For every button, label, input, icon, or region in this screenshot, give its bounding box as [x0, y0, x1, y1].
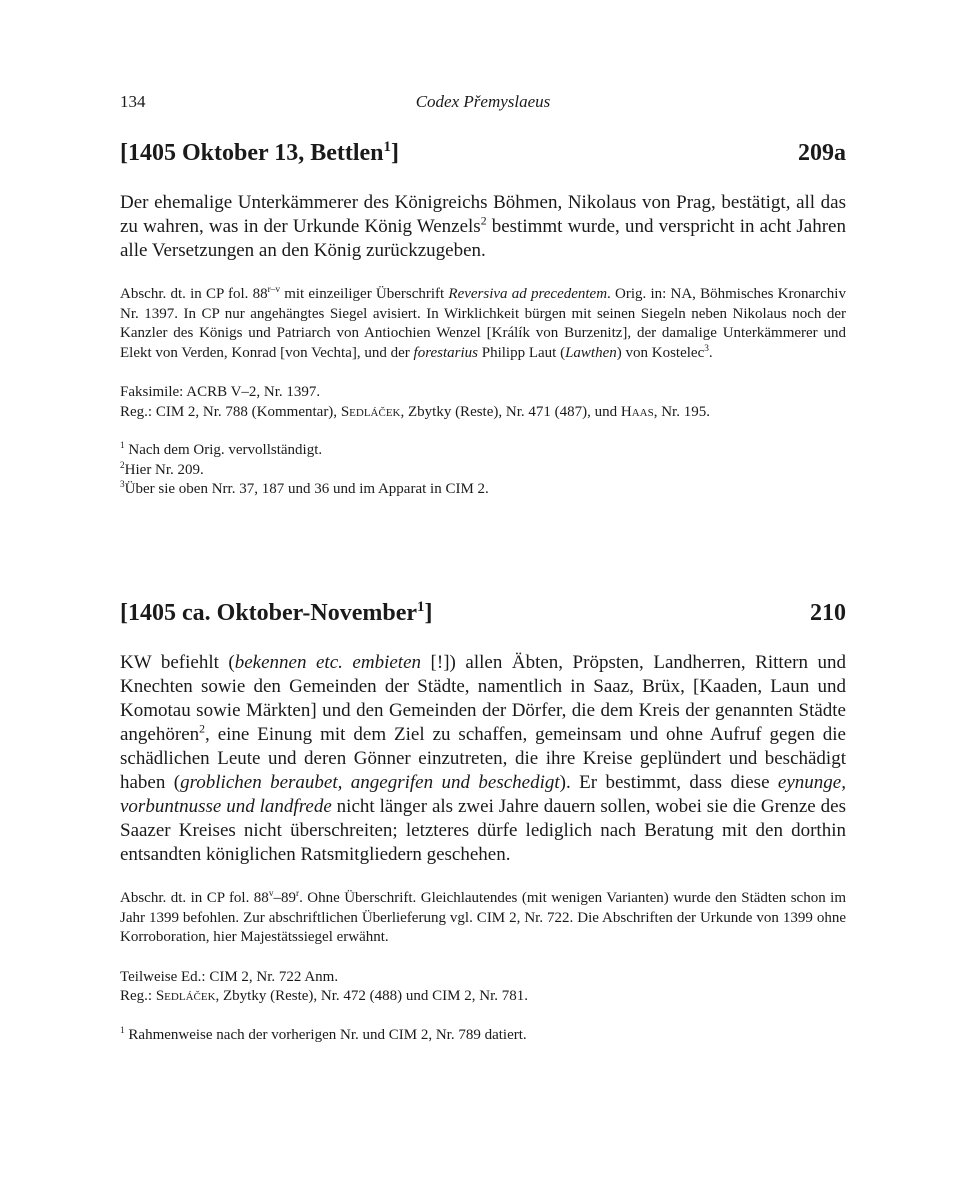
- footnotes: [120, 441, 846, 500]
- running-title: Codex Přemyslaeus: [415, 92, 551, 111]
- page-number: 134: [120, 92, 146, 111]
- entry-title: [1405 ca. Oktober-November$^1$]: [120, 599, 433, 626]
- footnote: $^2$Hier Nr. 209.: [120, 460, 204, 478]
- entry-number: 210: [810, 600, 846, 626]
- entry-209a: [120, 140, 846, 500]
- entry-heading: [120, 140, 846, 174]
- edition-line: Teilweise Ed.: CIM 2, Nr. 722 Anm.: [120, 968, 339, 985]
- entry-title: [1405 Oktober 13, Bettlen$^1$]: [120, 139, 399, 166]
- facsimile-line: Faksimile: ACRB V–2, Nr. 1397.: [120, 384, 321, 400]
- footnotes: [120, 1026, 846, 1046]
- footnote-ref: 1: [417, 599, 425, 615]
- entry-number: 209a: [798, 140, 846, 166]
- entry-210: [120, 600, 846, 1045]
- footnote: $^3$Über sie oben Nrr. 37, 187 und 36 und im Apparat in CIM 2.: [120, 480, 489, 497]
- regest-paragraph: Der ehemalige Unterkämmerer des Königreichs Böhmen, Nikolaus von Prag, bestätigt, all das zu wahren, was in der Urkunde König Wenzels$^2$ bestimmt wurde, und verspricht in acht Jahren alle Versetzungen an den König zurückzugeben.: [120, 192, 846, 261]
- entry-heading: [120, 600, 846, 634]
- regesta-line: Reg.: Sedláček, Zbytky (Reste), Nr. 472 (488) und CIM 2, Nr. 781.: [120, 988, 528, 1004]
- footnote: $^1$ Nach dem Orig. vervollständigt.: [120, 441, 323, 458]
- regesta-line: Reg.: CIM 2, Nr. 788 (Kommentar), Sedláček, Zbytky (Reste), Nr. 471 (487), und Haas, Nr. 195.: [120, 403, 710, 420]
- footnote: $^1$ Rahmenweise nach der vorherigen Nr. und CIM 2, Nr. 789 datiert.: [120, 1025, 527, 1043]
- transmission-note: Abschr. dt. in CP fol. 88$^v$–89$^r$. Ohne Überschrift. Gleichlautendes (mit wenigen Varianten) wurde den Städten schon im Jahr 1399 befohlen. Zur abschriftlichen Überlieferung vgl. CIM 2, Nr. 722. Die Abschriften der Urkunde von 1399 ohne Korroboration, hier Majestätssiegel erwähnt.: [120, 889, 846, 945]
- transmission-note: Abschr. dt. in CP fol. 88$^{r-v}$ mit einzeiliger Überschrift Reversiva ad precedentem. Orig. in: NA, Böhmisches Kronarchiv Nr. 1397. In CP nur angehängtes Siegel avisiert. In Wirklichkeit bürgen mit seinen Siegeln neben Nikolaus noch der Kanzler des Königs und Patriarch von Antiochien Wenzel [Králík von Burzenitz], der damalige Unterkämmerer und Elekt von Verden, Konrad [von Vechta], und der forestarius Philipp Laut (Lawthen) von Kostelec$^3$.: [120, 285, 846, 361]
- running-header: [120, 92, 846, 118]
- regest-paragraph: KW befiehlt (bekennen etc. embieten [!]) allen Äbten, Pröpsten, Landherren, Rittern und Knechten sowie den Gemeinden der Städte, namentlich in Saaz, Brüx, [Kaaden, Laun und Komotau sowie Märkten] und den Gemeinden der Dörfer, die dem Kreis der genannten Städte angehören$^2$, eine Einung mit dem Ziel zu schaffen, gemeinsam und ohne Aufruf gegen die schädlichen Leute und deren Gönner einzutreten, die ihre Kreise geplündert und beschädigt haben (groblichen beraubet, angegrifen und beschedigt). Er bestimmt, dass diese eynunge, vorbuntnusse und landfrede nicht länger als zwei Jahre dauern sollen, wobei sie die Grenze des Saazer Kreises nicht überschreiten; letzteres dürfe lediglich nach Beratung mit den dorthin entsandten königlichen Ratsmitgliedern geschehen.: [120, 652, 846, 865]
- footnote-ref: 1: [383, 139, 391, 155]
